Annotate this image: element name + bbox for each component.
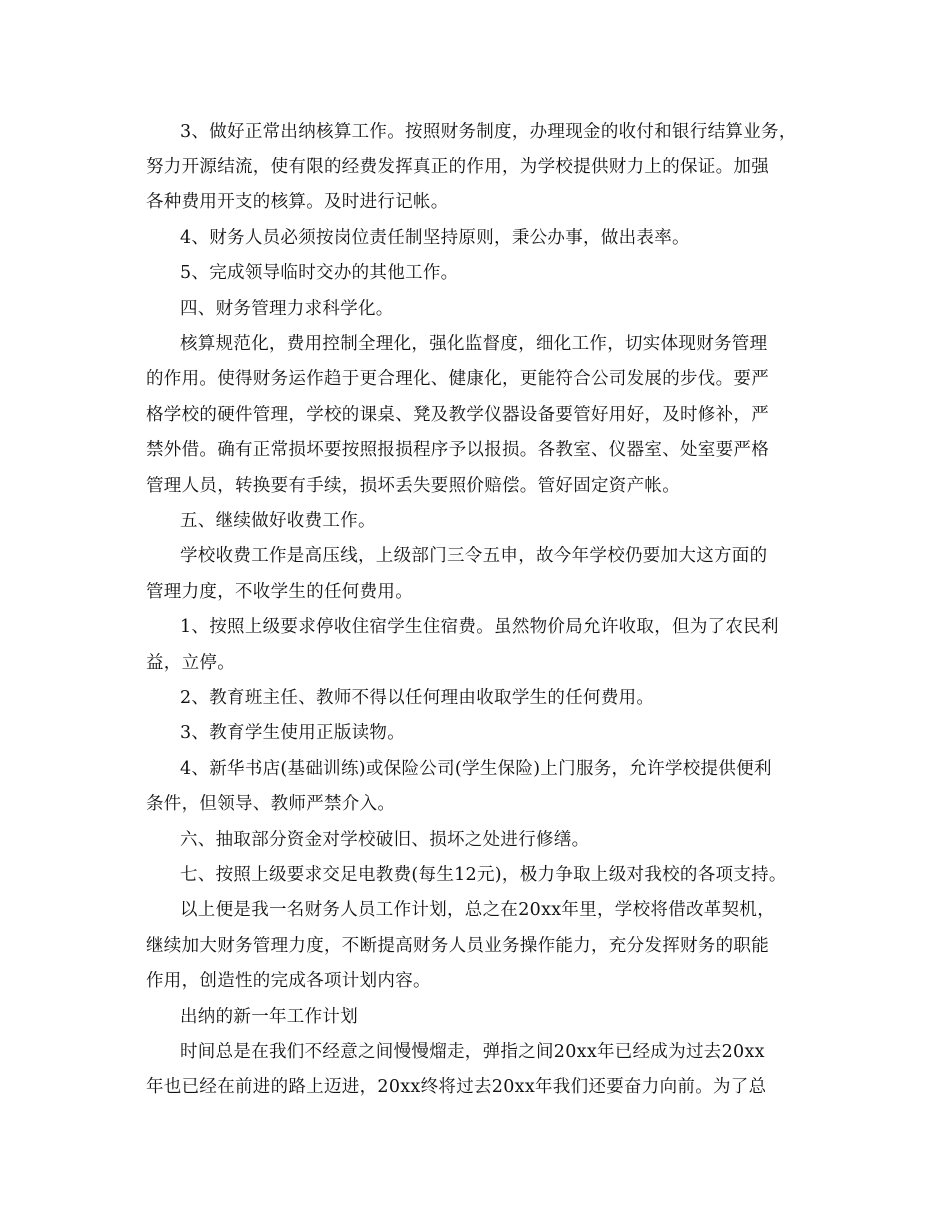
paragraph-line: 3、做好正常出纳核算工作。按照财务制度，办理现金的收付和银行结算业务， <box>180 122 797 142</box>
paragraph-line: 5、完成领导临时交办的其他工作。 <box>180 263 459 283</box>
paragraph-line: 3、教育学生使用正版读物。 <box>180 723 406 743</box>
paragraph-line: 时间总是在我们不经意之间慢慢熘走，弹指之间20xx年已经成为过去20xx <box>180 1042 765 1062</box>
section-heading: 五、继续做好收费工作。 <box>180 511 376 531</box>
paragraph-line: 学校收费工作是高压线，上级部门三令五申，故今年学校仍要加大这方面的 <box>180 546 768 566</box>
paragraph-line: 4、财务人员必须按岗位责任制坚持原则，秉公办事，做出表率。 <box>180 228 690 248</box>
paragraph-line: 年也已经在前进的路上迈进，20xx终将过去20xx年我们还要奋力向前。为了总 <box>146 1077 767 1097</box>
paragraph-line: 1、按照上级要求停收住宿学生住宿费。虽然物价局允许收取，但为了农民利 <box>180 617 779 637</box>
paragraph-line: 条件，但领导、教师严禁介入。 <box>146 794 396 814</box>
paragraph-line: 管理力度，不收学生的任何费用。 <box>146 582 413 602</box>
paragraph-line: 核算规范化，费用控制全理化，强化监督度，细化工作，切实体现财务管理 <box>180 334 768 354</box>
paragraph-line: 继续加大财务管理力度，不断提高财务人员业务操作能力，充分发挥财务的职能 <box>146 936 769 956</box>
paragraph-line: 努力开源结流，使有限的经费发挥真正的作用，为学校提供财力上的保证。加强 <box>146 157 769 177</box>
paragraph-line: 2、教育班主任、教师不得以任何理由收取学生的任何费用。 <box>180 688 655 708</box>
section-heading: 六、抽取部分资金对学校破旧、损坏之处进行修缮。 <box>180 830 590 850</box>
paragraph-line: 格学校的硬件管理，学校的课桌、凳及教学仪器设备要管好用好，及时修补，严 <box>146 405 769 425</box>
paragraph-line: 4、新华书店(基础训练)或保险公司(学生保险)上门服务，允许学校提供便利 <box>180 759 772 779</box>
paragraph-line: 益，立停。 <box>146 653 235 673</box>
paragraph-line: 管理人员，转换要有手续，损坏丢失要照价赔偿。管好固定资产帐。 <box>146 476 680 496</box>
paragraph-line: 各种费用开支的核算。及时进行记帐。 <box>146 192 449 212</box>
paragraph-line: 禁外借。确有正常损坏要按照报损程序予以报损。各教室、仪器室、处室要严格 <box>146 440 769 460</box>
section-title: 出纳的新一年工作计划 <box>180 1007 358 1027</box>
paragraph-line: 作用，创造性的完成各项计划内容。 <box>146 971 431 991</box>
paragraph-line: 的作用。使得财务运作趋于更合理化、健康化，更能符合公司发展的步伐。要严 <box>146 369 769 389</box>
paragraph-line: 以上便是我一名财务人员工作计划，总之在20xx年里，学校将借改革契机， <box>180 900 776 920</box>
section-heading: 四、财务管理力求科学化。 <box>180 299 394 319</box>
section-heading: 七、按照上级要求交足电教费(每生12元)，极力争取上级对我校的各项支持。 <box>180 865 787 885</box>
